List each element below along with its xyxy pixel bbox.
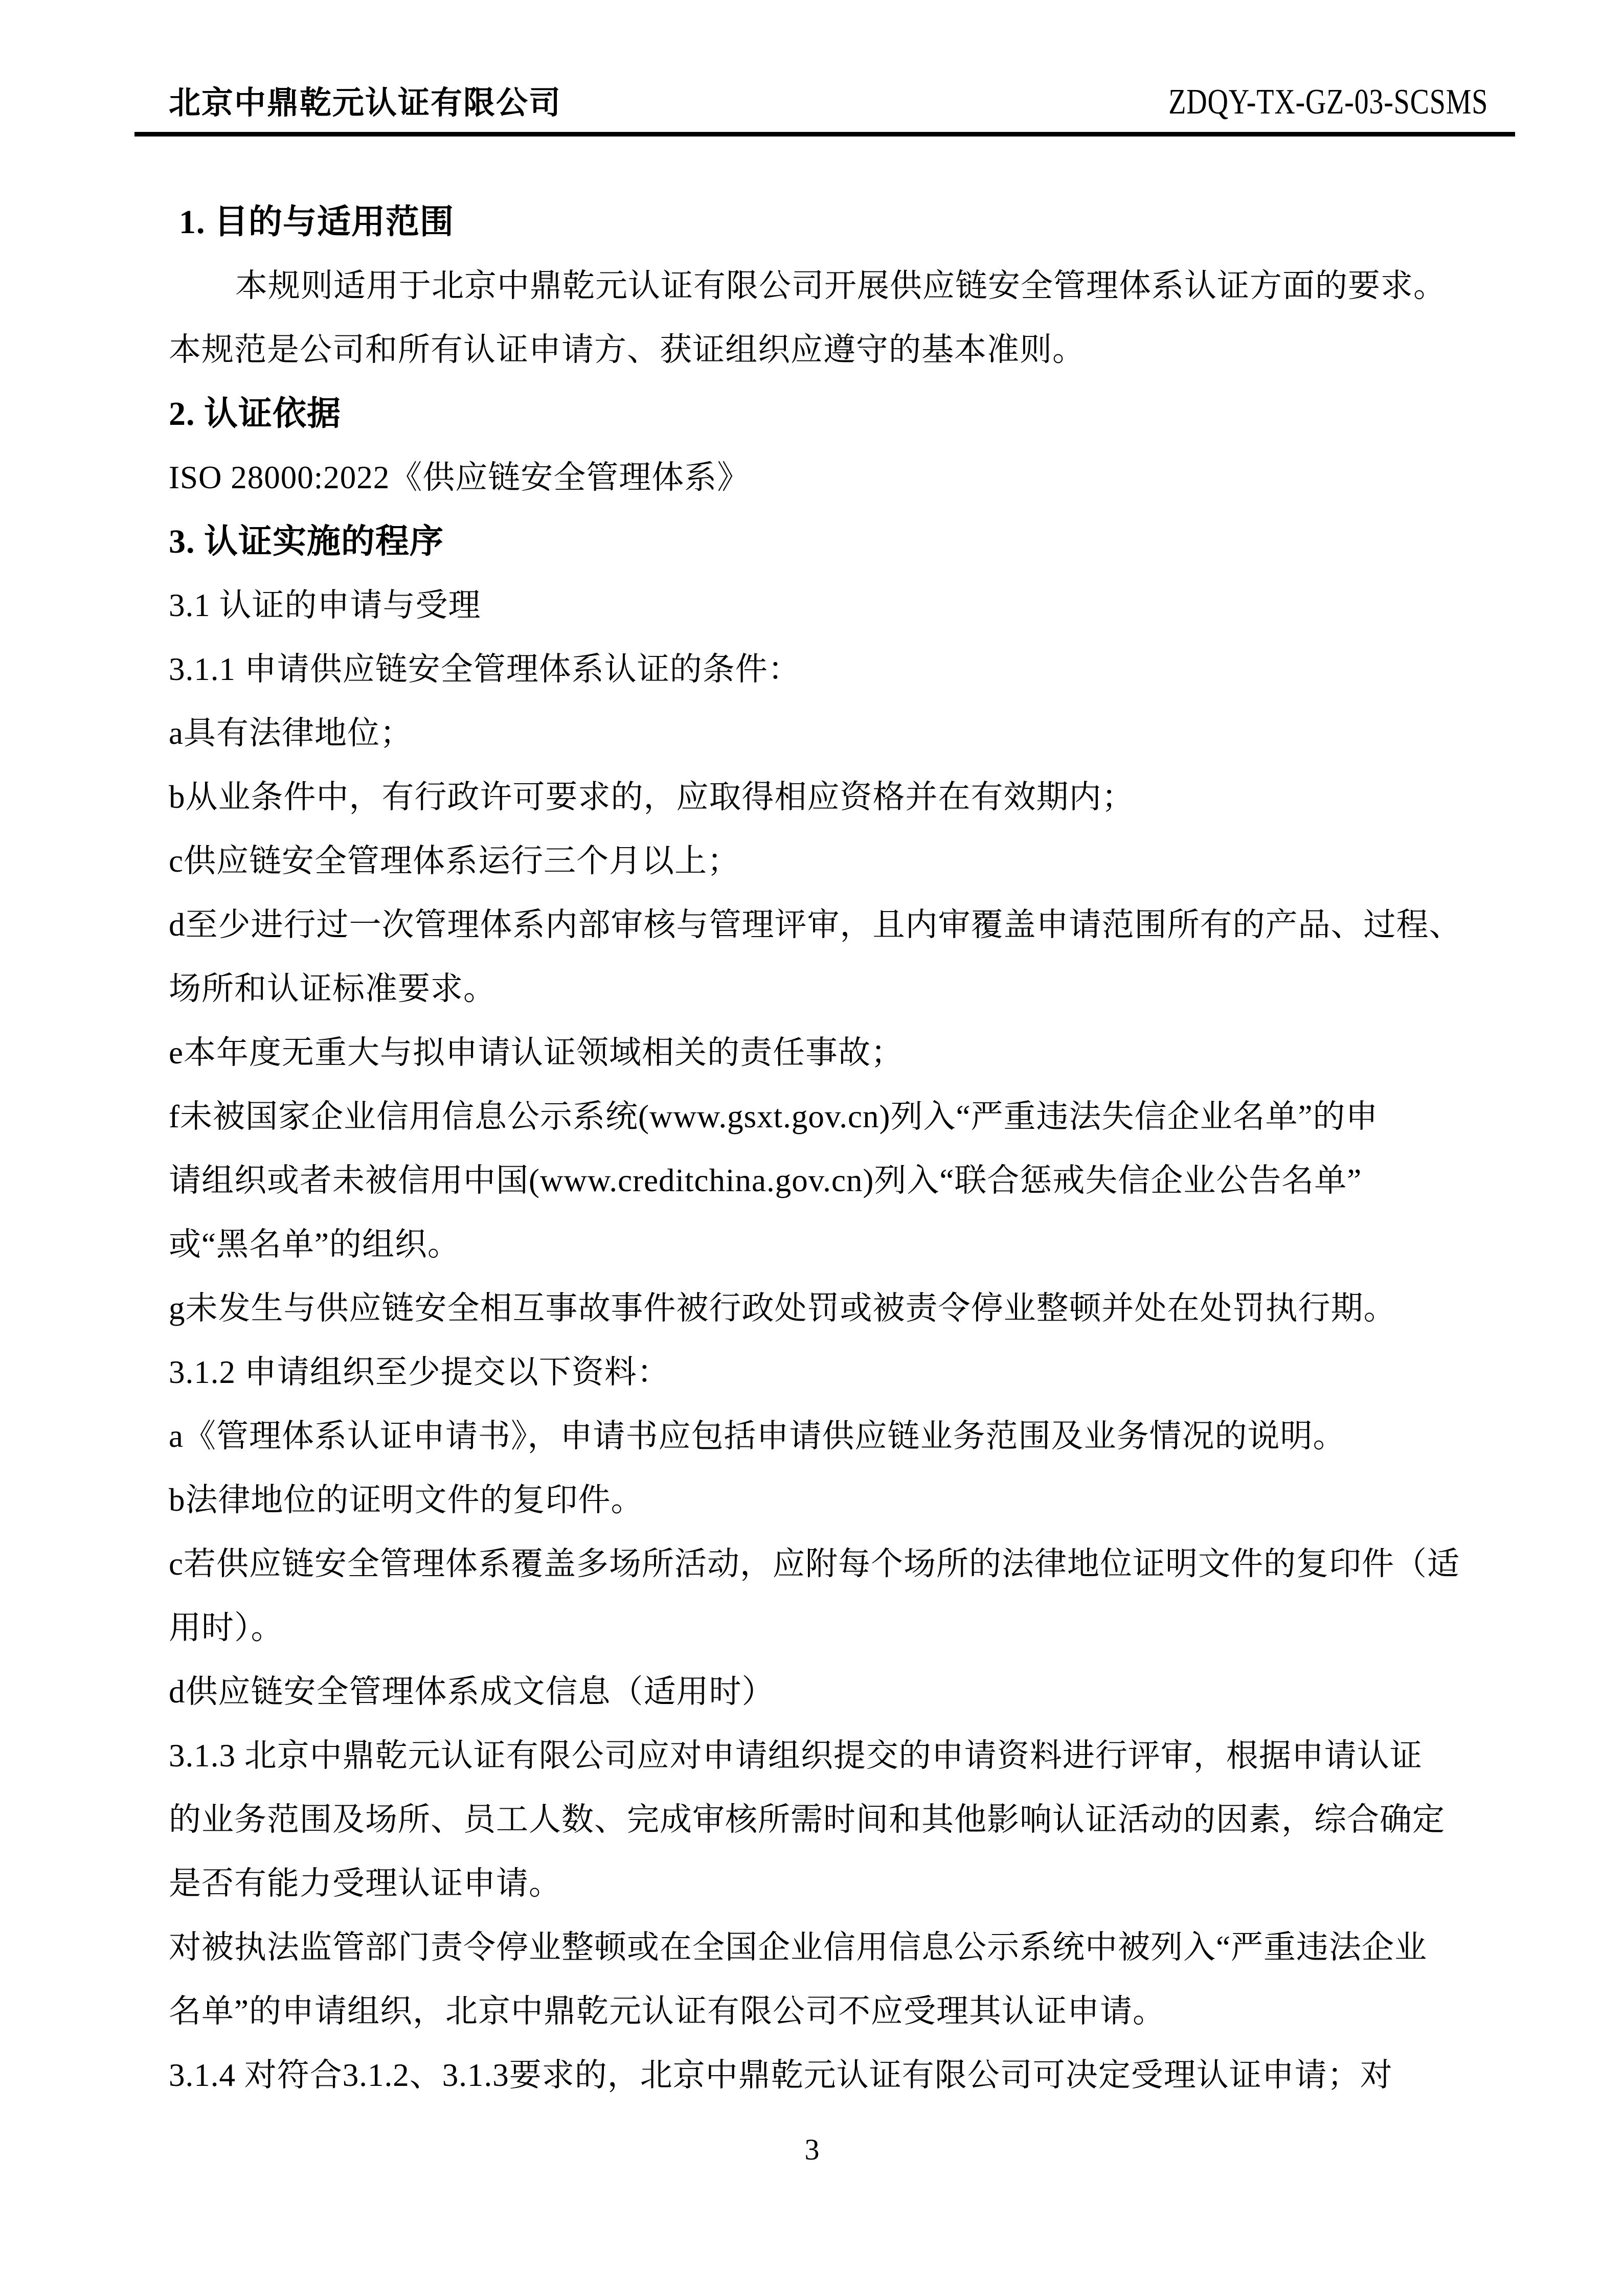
text-line: 3.1.4 对符合3.1.2、3.1.3要求的，北京中鼎乾元认证有限公司可决定受理认证申请；对 bbox=[169, 2057, 1393, 2093]
text-line: c若供应链安全管理体系覆盖多场所活动，应附每个场所的法律地位证明文件的复印件（适 bbox=[169, 1546, 1460, 1582]
text-line: 3.1 认证的申请与受理 bbox=[169, 587, 481, 623]
text-line: 的业务范围及场所、员工人数、完成审核所需时间和其他影响认证活动的因素，综合确定 bbox=[169, 1802, 1445, 1837]
text-line: f未被国家企业信用信息公示系统(www.gsxt.gov.cn)列入“严重违法失信企业名单”的申 bbox=[169, 1099, 1379, 1134]
text-line: 场所和认证标准要求。 bbox=[169, 971, 496, 1007]
text-line: a《管理体系认证申请书》，申请书应包括申请供应链业务范围及业务情况的说明。 bbox=[169, 1418, 1346, 1454]
document-body bbox=[169, 190, 1498, 2107]
text-line: 名单”的申请组织，北京中鼎乾元认证有限公司不应受理其认证申请。 bbox=[169, 1993, 1165, 2029]
text-line: 本规则适用于北京中鼎乾元认证有限公司开展供应链安全管理体系认证方面的要求。 bbox=[235, 268, 1446, 304]
text-line: 3.1.2 申请组织至少提交以下资料： bbox=[169, 1354, 670, 1390]
text-line: b法律地位的证明文件的复印件。 bbox=[169, 1482, 644, 1518]
document-code: ZDQY-TX-GZ-03-SCSMS bbox=[1168, 82, 1488, 122]
text-line: 或“黑名单”的组织。 bbox=[169, 1226, 460, 1262]
text-line: 对被执法监管部门责令停业整顿或在全国企业信用信息公示系统中被列入“严重违法企业 bbox=[169, 1929, 1427, 1965]
text-line: d供应链安全管理体系成文信息（适用时） bbox=[169, 1674, 775, 1710]
text-line: c供应链安全管理体系运行三个月以上； bbox=[169, 843, 740, 879]
section-heading: 2. 认证依据 bbox=[169, 395, 341, 433]
text-line: b从业条件中，有行政许可要求的，应取得相应资格并在有效期内； bbox=[169, 779, 1135, 815]
text-line: 是否有能力受理认证申请。 bbox=[169, 1866, 561, 1901]
page-number: 3 bbox=[804, 2133, 820, 2166]
text-line: d至少进行过一次管理体系内部审核与管理评审，且内审覆盖申请范围所有的产品、过程、 bbox=[169, 907, 1462, 943]
text-line: 请组织或者未被信用中国(www.creditchina.gov.cn)列入“联合惩戒失信企业公告名单” bbox=[169, 1163, 1362, 1198]
text-line: a具有法律地位； bbox=[169, 715, 413, 751]
header-rule bbox=[134, 132, 1515, 137]
text-line: 3.1.1 申请供应链安全管理体系认证的条件： bbox=[169, 651, 801, 687]
text-line: e本年度无重大与拟申请认证领域相关的责任事故； bbox=[169, 1035, 904, 1071]
text-line: 本规范是公司和所有认证申请方、获证组织应遵守的基本准则。 bbox=[169, 332, 1085, 368]
text-line: g未发生与供应链安全相互事故事件被行政处罚或被责令停业整顿并处在处罚执行期。 bbox=[169, 1290, 1396, 1326]
text-line: 用时）。 bbox=[169, 1610, 284, 1646]
page-footer bbox=[0, 2124, 1624, 2175]
page-header bbox=[169, 77, 1488, 123]
text-line: 3.1.3 北京中鼎乾元认证有限公司应对申请组织提交的申请资料进行评审，根据申请认证 bbox=[169, 1738, 1423, 1774]
section-heading: 1. 目的与适用范围 bbox=[179, 203, 454, 241]
company-name: 北京中鼎乾元认证有限公司 bbox=[169, 86, 562, 121]
text-line: ISO 28000:2022《供应链安全管理体系》 bbox=[169, 460, 750, 495]
section-heading: 3. 认证实施的程序 bbox=[169, 523, 444, 560]
